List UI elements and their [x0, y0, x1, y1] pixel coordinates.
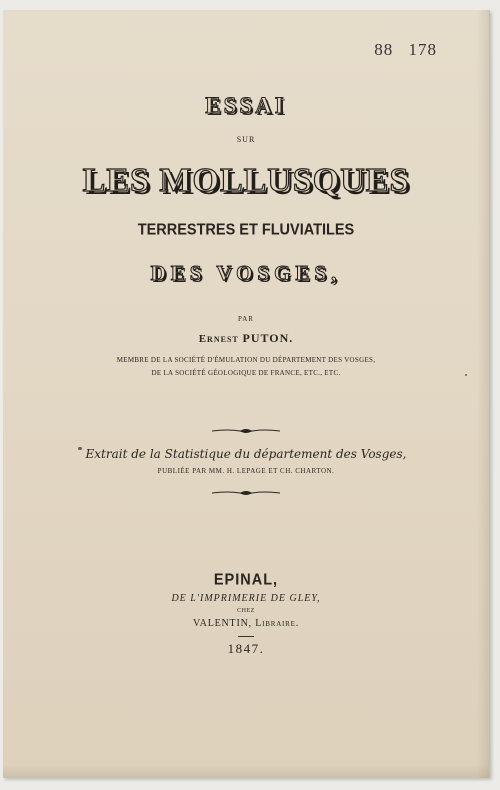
- author-first-name: Ernest: [198, 333, 239, 345]
- imprint-printer: DE L'IMPRIMERIE DE GLEY,: [171, 593, 321, 604]
- imprint-city: EPINAL,: [213, 571, 279, 589]
- bookseller-name: VALENTIN,: [192, 618, 252, 629]
- imprint-chez: CHEZ: [237, 608, 255, 614]
- publication-year: 1847.: [227, 641, 265, 656]
- imprint-bookseller: [3, 618, 489, 629]
- title-main: LES MOLLUSQUES: [82, 162, 410, 199]
- by-line: PAR: [238, 315, 254, 323]
- author: [3, 331, 489, 346]
- extract-note: Extrait de la Statistique du département des Vosges,: [85, 447, 407, 461]
- author-last-name: PUTON.: [242, 331, 294, 345]
- title-region: DES VOSGES,: [150, 261, 342, 285]
- catalog-reference: 88 178: [374, 40, 437, 59]
- ornament-divider-icon: [210, 427, 282, 435]
- title-sur: SUR: [236, 135, 256, 144]
- ink-spot: [78, 447, 82, 450]
- bookseller-title: Libraire.: [255, 618, 300, 629]
- membership-line-2: DE LA SOCIÉTÉ GÉOLOGIQUE DE FRANCE, ETC., ETC.: [151, 369, 341, 377]
- ink-spot: [465, 374, 467, 376]
- title-subtitle: TERRESTRES ET FLUVIATILES: [137, 221, 355, 239]
- title-page: [3, 10, 490, 778]
- imprint-rule: [238, 636, 254, 637]
- title-essai: ESSAI: [205, 93, 287, 118]
- published-by: PUBLIÉE PAR MM. H. LEPAGE ET CH. CHARTON.: [157, 467, 335, 475]
- ornament-divider-icon: [210, 489, 282, 497]
- membership-line-1: MEMBRE DE LA SOCIÉTÉ D'ÉMULATION DU DÉPARTEMENT DES VOSGES,: [116, 356, 376, 364]
